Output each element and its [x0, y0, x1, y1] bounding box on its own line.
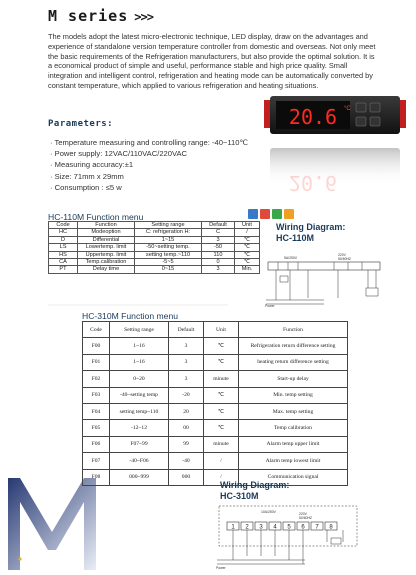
- hc110m-table-title: HC-110M Function menu: [48, 212, 144, 222]
- hc310m-cell: 99: [169, 436, 204, 452]
- hc310m-cell: 1~16: [110, 354, 169, 370]
- hc110m-cell: ℃: [235, 259, 260, 266]
- display-reflection: 20.6: [288, 171, 338, 195]
- hc110m-function-table: [48, 221, 260, 274]
- terminal-number: 6: [301, 524, 305, 531]
- wiring1-freq-label: 50/60HZ: [338, 257, 352, 261]
- hc110m-header-cell: Code: [49, 222, 78, 229]
- down-button[interactable]: [356, 117, 366, 126]
- hc110m-cell: ℃: [235, 251, 260, 258]
- hc110m-table-row: [49, 266, 260, 273]
- hc110m-header-cell: Function: [78, 222, 135, 229]
- hc310m-cell: 20: [169, 403, 204, 419]
- hc310m-cell: F07~99: [110, 436, 169, 452]
- hc310m-cell: 1~16: [110, 338, 169, 354]
- wiring-diagram-310m: [215, 502, 361, 570]
- hc310m-cell: Min. temp setting: [239, 387, 348, 403]
- hc110m-cell: setting temp.~110: [135, 251, 202, 258]
- hc310m-cell: Communication signal: [239, 469, 348, 485]
- hc310m-cell: ℃: [204, 354, 239, 370]
- snowflake-icon: [248, 209, 258, 219]
- hc110m-table-row: [49, 244, 260, 251]
- hc110m-cell: Lowertemp. limit: [78, 244, 135, 251]
- hc310m-table-row: [83, 371, 348, 387]
- hc310m-cell: /: [204, 453, 239, 469]
- hc310m-cell: ℃: [204, 403, 239, 419]
- hc110m-cell: Differential: [78, 236, 135, 243]
- wiring2-freq-label: 50/60HZ: [299, 516, 313, 520]
- hc310m-cell: Alarm temp lowest limit: [239, 453, 348, 469]
- hc310m-cell: -40~setting temp: [110, 387, 169, 403]
- hc110m-cell: PT: [49, 266, 78, 273]
- heat-icon: [260, 209, 270, 219]
- hc310m-cell: Alarm temp upper limit: [239, 436, 348, 452]
- wiring1-voltage-label: 220V: [338, 253, 346, 257]
- hc110m-header-cell: Unit: [235, 222, 260, 229]
- hc110m-cell: ℃: [235, 236, 260, 243]
- hc110m-cell: 3: [202, 236, 235, 243]
- display-readout: 20.6: [288, 105, 338, 129]
- param-item: · Size: 71mm x 29mm: [50, 171, 124, 181]
- hc310m-table-row: [83, 403, 348, 419]
- hc310m-cell: F01: [83, 354, 110, 370]
- hc310m-function-table: [82, 321, 348, 486]
- hc310m-table-row: [83, 354, 348, 370]
- hc310m-cell: F07: [83, 453, 110, 469]
- hc110m-cell: -50~setting temp.: [135, 244, 202, 251]
- hc310m-table-row: [83, 469, 348, 485]
- hc110m-cell: 0~15: [135, 266, 202, 273]
- eco-icon: [272, 209, 282, 219]
- param-item: · Measuring accuracy:±1: [50, 160, 134, 170]
- hc110m-cell: 3: [202, 266, 235, 273]
- hc310m-cell: 3: [169, 371, 204, 387]
- hc110m-cell: ℃: [235, 244, 260, 251]
- hc110m-cell: Modeoption: [78, 229, 135, 236]
- hc110m-cell: HC: [49, 229, 78, 236]
- page-title: M series >>>: [48, 7, 153, 25]
- hc310m-cell: ℃: [204, 420, 239, 436]
- hc310m-table-row: [83, 436, 348, 452]
- hc110m-cell: D: [49, 236, 78, 243]
- hc110m-cell: -5~5: [135, 259, 202, 266]
- hc110m-cell: /: [235, 229, 260, 236]
- hc310m-table-row: [83, 420, 348, 436]
- hc310m-cell: ℃: [204, 387, 239, 403]
- wiring2-power-label: Power: [216, 566, 226, 570]
- up-button[interactable]: [370, 103, 380, 112]
- hc310m-table-row: [83, 338, 348, 354]
- hc310m-cell: 000~999: [110, 469, 169, 485]
- hc310m-cell: -40: [169, 453, 204, 469]
- alarm-icon: [284, 209, 294, 219]
- hc310m-header-cell: Unit: [204, 322, 239, 338]
- hc310m-header-cell: Function: [239, 322, 348, 338]
- hc110m-cell: -50: [202, 244, 235, 251]
- wiring-diagram-110m-title: Wiring Diagram: HC-110M: [276, 222, 346, 243]
- set-button[interactable]: [356, 103, 366, 112]
- terminal-number: 3: [259, 524, 263, 531]
- hc310m-cell: 3: [169, 338, 204, 354]
- hc310m-cell: 3: [169, 354, 204, 370]
- parameters-list: [50, 137, 248, 193]
- hc310m-cell: setting temp~110: [110, 403, 169, 419]
- hc110m-cell: CA: [49, 259, 78, 266]
- hc110m-cell: 0: [202, 259, 235, 266]
- hc110m-cell: C: refrigeration H:: [135, 229, 202, 236]
- hc110m-table-row: [49, 236, 260, 243]
- hc310m-cell: Max. temp setting: [239, 403, 348, 419]
- hc310m-cell: ℃: [204, 338, 239, 354]
- hc310m-header-cell: Default: [169, 322, 204, 338]
- hc310m-table-row: [83, 387, 348, 403]
- hc110m-cell: C: [202, 229, 235, 236]
- hc310m-cell: F03: [83, 387, 110, 403]
- hc310m-cell: minute: [204, 436, 239, 452]
- parameters-heading: Parameters:: [48, 119, 114, 129]
- hc110m-table-row: [49, 251, 260, 258]
- hc310m-cell: F02: [83, 371, 110, 387]
- hc310m-cell: /: [204, 469, 239, 485]
- terminal-number: 4: [273, 524, 277, 531]
- hc310m-cell: heating return difference setting: [239, 354, 348, 370]
- hc310m-cell: Refrigeration return difference setting: [239, 338, 348, 354]
- hc310m-cell: F06: [83, 436, 110, 452]
- param-item: · Power supply: 12VAC/110VAC/220VAC: [50, 149, 188, 159]
- hc310m-header-cell: Setting range: [110, 322, 169, 338]
- hc110m-header-cell: Setting range: [135, 222, 202, 229]
- terminal-number: 2: [245, 524, 249, 531]
- intro-paragraph: The models adopt the latest micro-electronic technique, LED display, draw on the advantages and experience of standalone version temperature controller from domestic and overseas. Not only meet the basic requirements of the Refrigeration manufacturers, but also provide the optimal solution. It is a economical product of simple and useful, performance stable and high price quality. Small integration and intelligent control, refrigeration and heating mode can be automatically converted by constant temperature, which applied to various refrigeration and heating situations.: [48, 32, 376, 90]
- wiring-diagram-310m-title: Wiring Diagram: HC-310M: [220, 480, 290, 501]
- hc310m-table-row: [83, 453, 348, 469]
- hc110m-table-row: [49, 259, 260, 266]
- param-item: · Temperature measuring and controlling range: -40~110℃: [50, 138, 248, 147]
- hc110m-cell: Min.: [235, 266, 260, 273]
- enter-button[interactable]: [370, 117, 380, 126]
- hc110m-cell: LS: [49, 244, 78, 251]
- hc110m-cell: 1~15: [135, 236, 202, 243]
- hc110m-cell: Delay time: [78, 266, 135, 273]
- wiring1-power-label: Power: [265, 304, 275, 308]
- wiring2-voltage-label: 220V: [299, 512, 307, 516]
- hc110m-cell: 110: [202, 251, 235, 258]
- controller-device-image: [262, 90, 412, 210]
- hc310m-cell: F08: [83, 469, 110, 485]
- terminal-number: 1: [231, 524, 235, 531]
- unit-label: °C: [344, 106, 351, 112]
- wiring1-rating-label: 5A/250V: [284, 256, 298, 260]
- hc310m-cell: Start-up delay: [239, 371, 348, 387]
- hc110m-cell: Uppertemp. limit: [78, 251, 135, 258]
- hc310m-table-title: HC-310M Function menu: [82, 311, 179, 321]
- hc310m-header-cell: Code: [83, 322, 110, 338]
- hc310m-cell: -12~12: [110, 420, 169, 436]
- param-item: · Consumption : ≤5 w: [50, 182, 122, 192]
- terminal-number: 7: [315, 524, 319, 531]
- hc110m-cell: HS: [49, 251, 78, 258]
- hc310m-cell: F00: [83, 338, 110, 354]
- hc310m-cell: -20: [169, 387, 204, 403]
- terminal-number: 5: [287, 524, 291, 531]
- terminal-number: 8: [329, 524, 333, 531]
- hc310m-cell: minute: [204, 371, 239, 387]
- hc110m-header-cell: Default: [202, 222, 235, 229]
- hc110m-cell: Temp.calibration: [78, 259, 135, 266]
- hc310m-cell: 00: [169, 420, 204, 436]
- hc310m-cell: Temp calibration: [239, 420, 348, 436]
- hc310m-cell: F04: [83, 403, 110, 419]
- hc310m-cell: -40~F06: [110, 453, 169, 469]
- hc310m-cell: 000: [169, 469, 204, 485]
- hc310m-cell: F05: [83, 420, 110, 436]
- wiring-diagram-110m: [264, 248, 384, 308]
- hc110m-table-row: [49, 229, 260, 236]
- hc310m-cell: 0~20: [110, 371, 169, 387]
- wiring2-rating-label: 10A/250V: [261, 510, 276, 514]
